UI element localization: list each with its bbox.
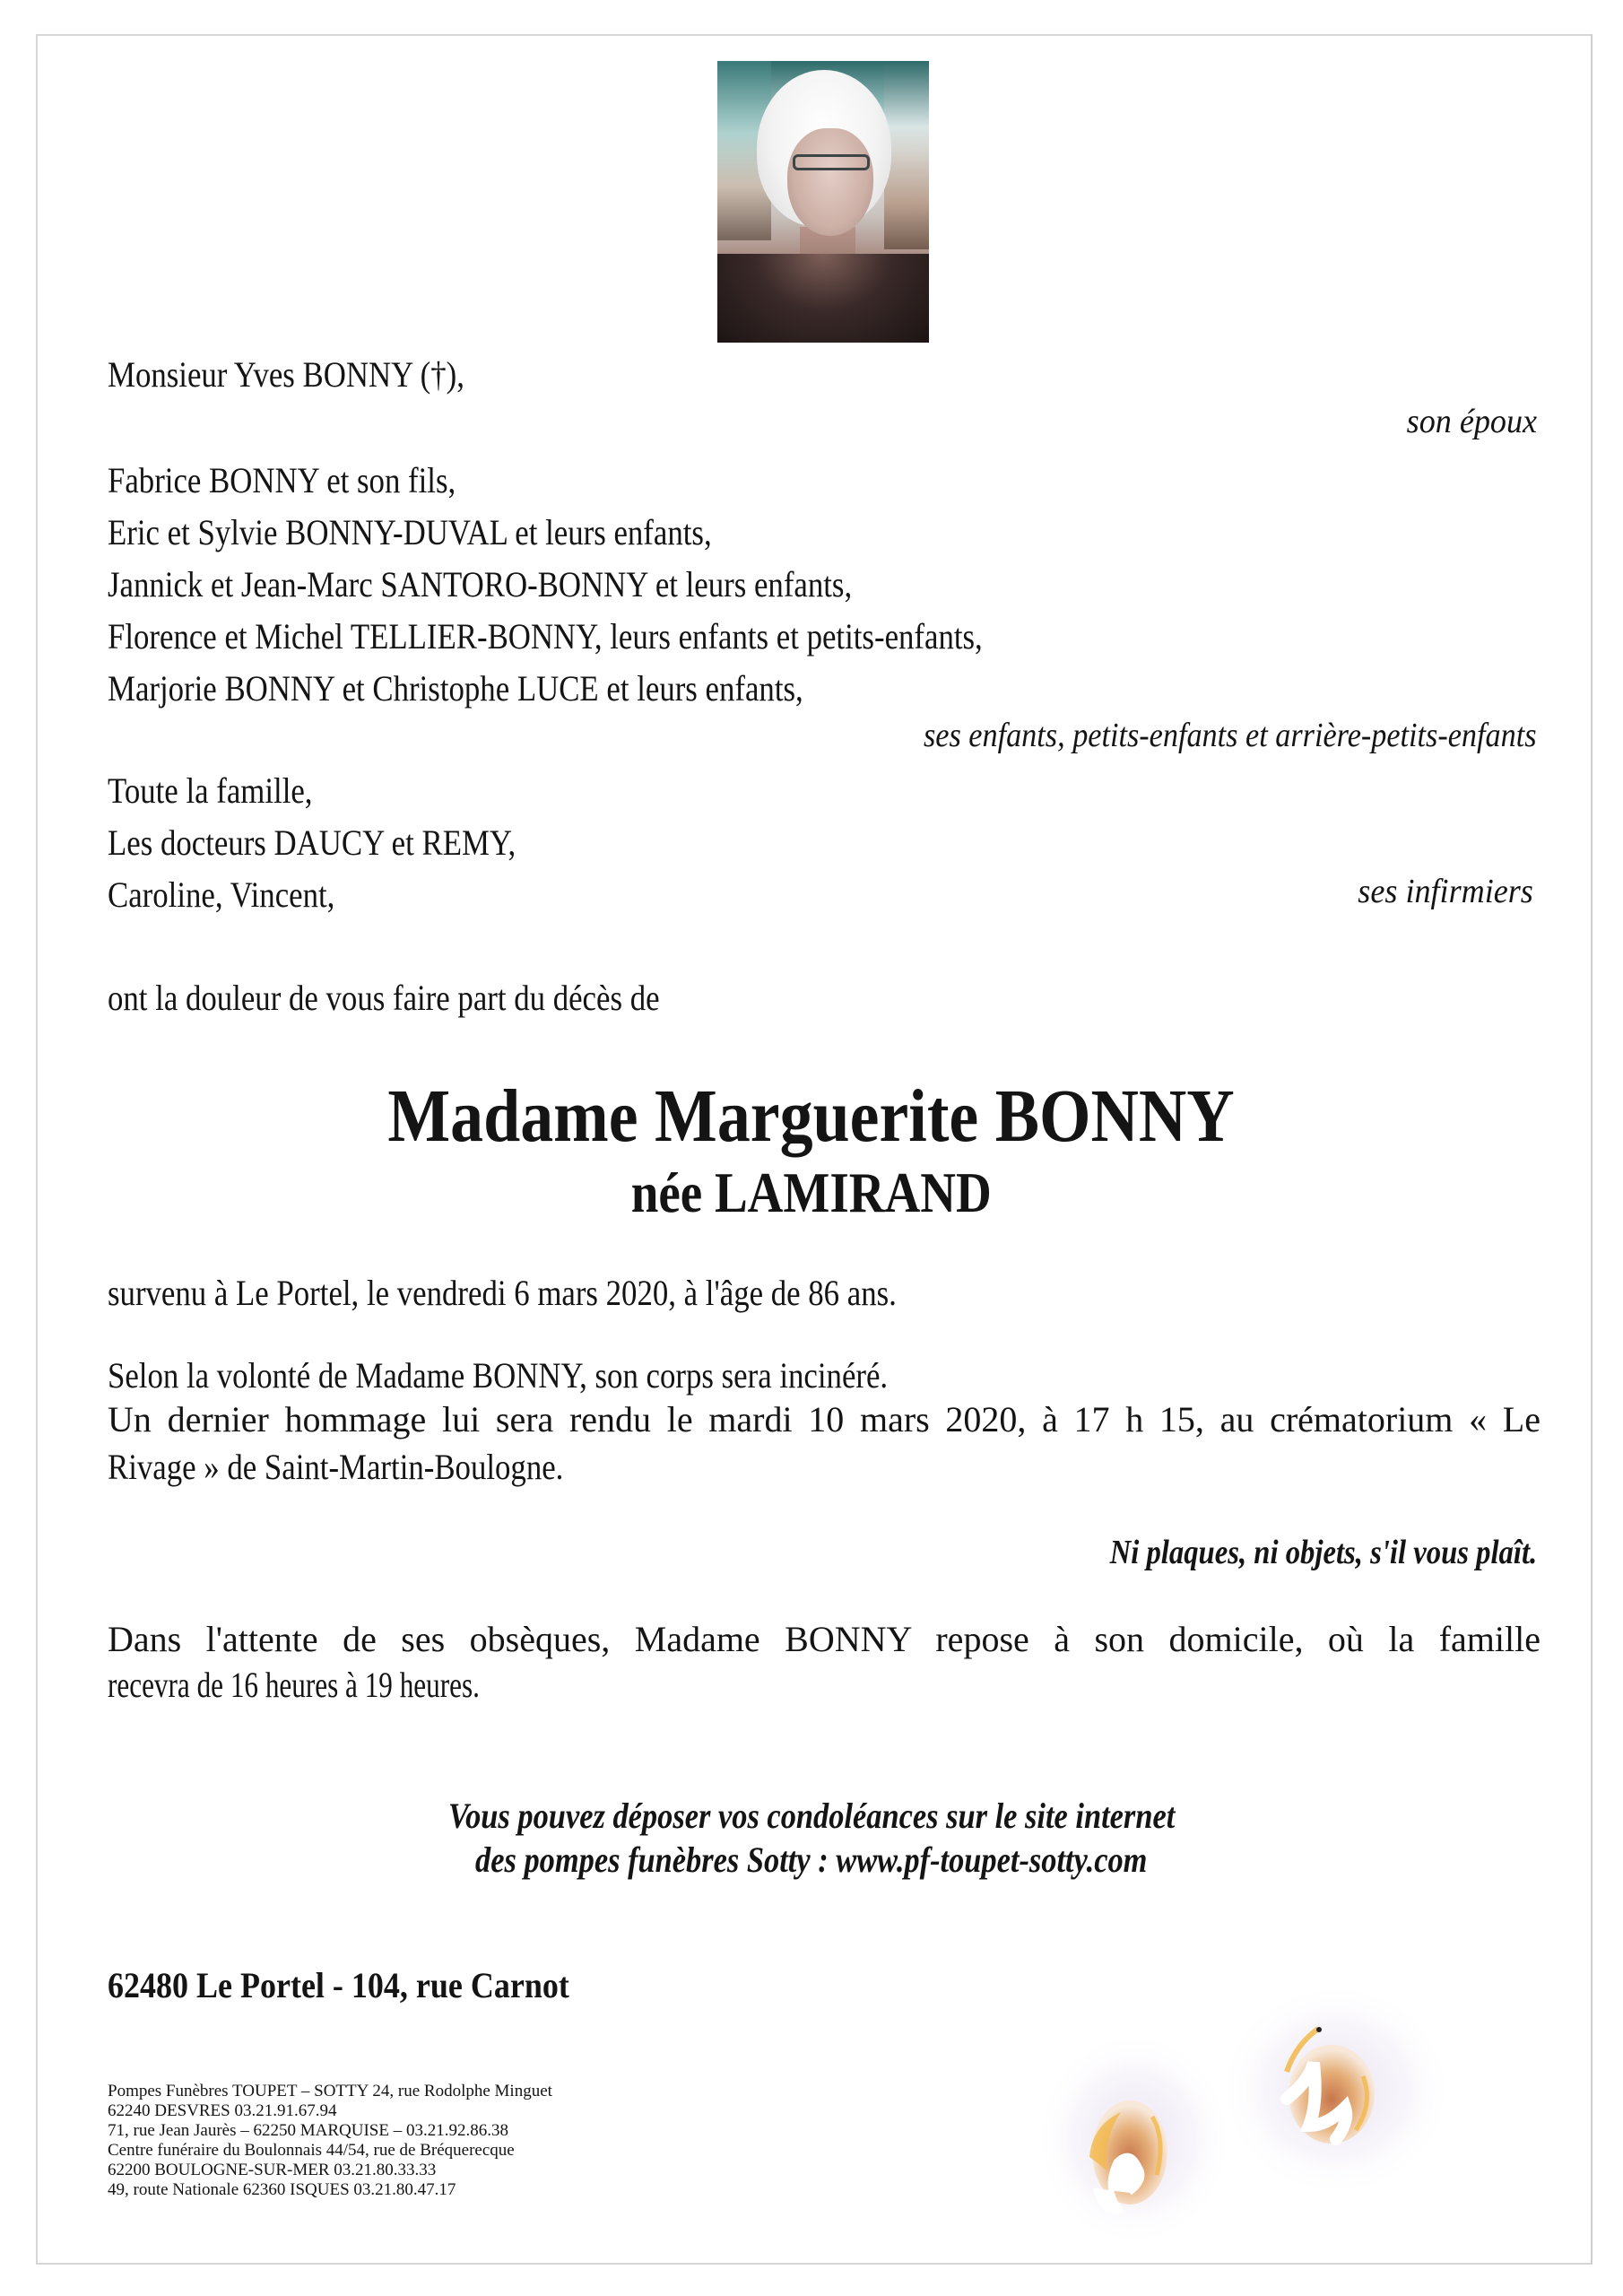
deceased-name: Madame Marguerite BONNY bbox=[387, 1074, 1236, 1158]
child-line: Marjorie BONNY et Christophe LUCE et leurs enfants, bbox=[108, 668, 803, 709]
ceremony-line: Rivage » de Saint-Martin-Boulogne. bbox=[108, 1447, 564, 1487]
children-relation: ses enfants, petits-enfants et arrière-petits-enfants bbox=[924, 717, 1537, 754]
other-line: Caroline, Vincent, bbox=[108, 874, 335, 915]
family-address: 62480 Le Portel - 104, rue Carnot bbox=[108, 1965, 569, 2005]
photo-clothing bbox=[717, 254, 929, 343]
orchid-decoration bbox=[1040, 1946, 1623, 2296]
child-line: Jannick et Jean-Marc SANTORO-BONNY et leurs enfants, bbox=[108, 564, 853, 604]
funeral-home-line: Pompes Funèbres TOUPET – SOTTY 24, rue Rodolphe Minguet bbox=[108, 2082, 552, 2100]
visitation-line: recevra de 16 heures à 19 heures. bbox=[108, 1665, 480, 1705]
funeral-home-line: Centre funéraire du Boulonnais 44/54, rue de Bréquerecque bbox=[108, 2141, 515, 2160]
child-line: Florence et Michel TELLIER-BONNY, leurs enfants et petits-enfants, bbox=[108, 616, 983, 657]
ceremony-line: Selon la volonté de Madame BONNY, son corps sera incinéré. bbox=[108, 1355, 889, 1396]
funeral-home-line: 71, rue Jean Jaurès – 62250 MARQUISE – 03.21.92.86.38 bbox=[108, 2121, 508, 2140]
announcement-intro: ont la douleur de vous faire part du décès de bbox=[108, 978, 660, 1018]
spouse-name: Monsieur Yves BONNY (†), bbox=[108, 354, 464, 395]
condolence-line: Vous pouvez déposer vos condoléances sur le site internet bbox=[447, 1796, 1176, 1836]
child-line: Eric et Sylvie BONNY-DUVAL et leurs enfants, bbox=[108, 512, 712, 552]
others-relation: ses infirmiers bbox=[1358, 873, 1533, 910]
other-line: Toute la famille, bbox=[108, 770, 313, 811]
funeral-home-line: 62240 DESVRES 03.21.91.67.94 bbox=[108, 2101, 337, 2120]
funeral-home-line: 62200 BOULOGNE-SUR-MER 03.21.80.33.33 bbox=[108, 2161, 437, 2179]
orchid-flower-right bbox=[1219, 1982, 1453, 2197]
portrait-photo bbox=[717, 61, 929, 343]
condolence-website: des pompes funèbres Sotty : www.pf-toupet-sotty.com bbox=[475, 1839, 1148, 1880]
ceremony-line: Un dernier hommage lui sera rendu le mardi 10 mars 2020, à 17 h 15, au crématorium « Le bbox=[108, 1399, 1541, 1439]
spouse-relation: son époux bbox=[1406, 403, 1537, 440]
no-plaques-request: Ni plaques, ni objets, s'il vous plaît. bbox=[1109, 1534, 1537, 1571]
child-line: Fabrice BONNY et son fils, bbox=[108, 460, 456, 500]
death-details: survenu à Le Portel, le vendredi 6 mars 2020, à l'âge de 86 ans. bbox=[108, 1273, 897, 1313]
maiden-name: née LAMIRAND bbox=[630, 1161, 993, 1224]
other-line: Les docteurs DAUCY et REMY, bbox=[108, 822, 516, 863]
orchid-flower-left bbox=[1040, 2031, 1233, 2247]
funeral-home-line: 49, route Nationale 62360 ISQUES 03.21.80.47.17 bbox=[108, 2180, 456, 2199]
photo-face bbox=[787, 128, 873, 236]
photo-glasses bbox=[793, 154, 870, 170]
visitation-line: Dans l'attente de ses obsèques, Madame BONNY repose à son domicile, où la famille bbox=[108, 1619, 1541, 1659]
